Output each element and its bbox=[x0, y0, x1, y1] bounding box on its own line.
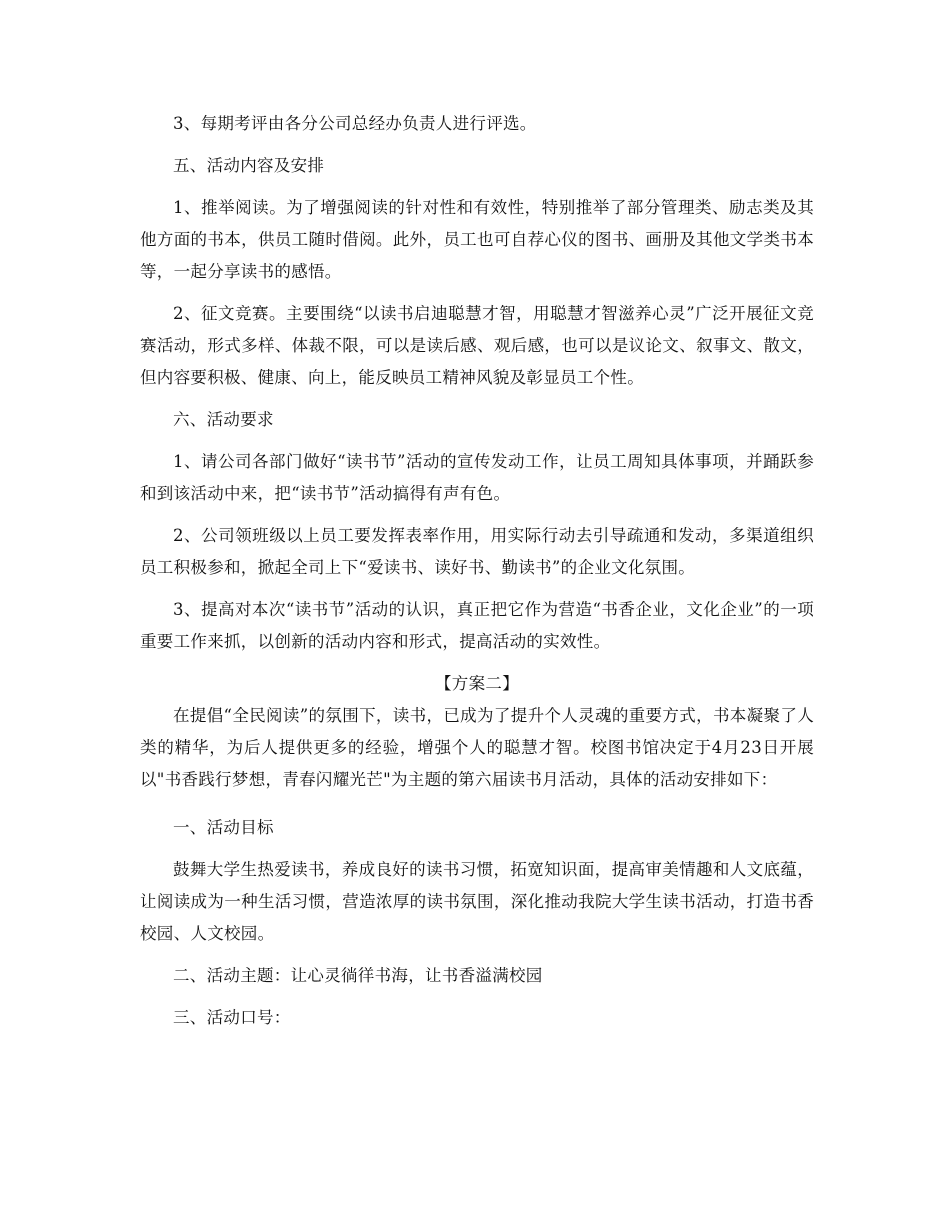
paragraph-item-3-evaluation: 3、每期考评由各分公司总经办负责人进行评选。 bbox=[173, 114, 537, 133]
document-body bbox=[140, 108, 814, 1044]
section-heading-activity-requirements: 六、活动要求 bbox=[173, 410, 274, 429]
section-heading-activity-slogan: 三、活动口号： bbox=[173, 1008, 291, 1027]
section-heading-activity-theme: 二、活动主题：让心灵徜徉书海，让书香溢满校园 bbox=[173, 966, 543, 985]
section-heading-activity-goal: 一、活动目标 bbox=[173, 818, 274, 837]
paragraph-requirement-3: 3、提高对本次“读书节”活动的认识，真正把它作为营造“书香企业，文化企业”的一项重要工作来抓，以创新的活动内容和形式，提高活动的实效性。 bbox=[140, 600, 814, 651]
paragraph-activity-goal: 鼓舞大学生热爱读书，养成良好的读书习惯，拓宽知识面，提高审美情趣和人文底蕴，让阅读成为一种生活习惯，营造浓厚的读书氛围，深化推动我院大学生读书活动，打造书香校园、人文校园。 bbox=[140, 860, 814, 943]
paragraph-requirement-1: 1、请公司各部门做好“读书节”活动的宣传发动工作，让员工周知具体事项，并踊跃参和到该活动中来，把“读书节”活动搞得有声有色。 bbox=[140, 452, 814, 503]
paragraph-plan-two-intro: 在提倡“全民阅读”的氛围下，读书，已成为了提升个人灵魂的重要方式，书本凝聚了人类的精华，为后人提供更多的经验，增强个人的聪慧才智。校图书馆决定于4月23日开展以"书香践行梦想，青春闪耀光芒"为主题的第六届读书月活动，具体的活动安排如下： bbox=[140, 706, 814, 789]
plan-two-heading: 【方案二】 bbox=[435, 674, 519, 693]
paragraph-requirement-2: 2、公司领班级以上员工要发挥表率作用，用实际行动去引导疏通和发动，多渠道组织员工积极参和，掀起全司上下“爱读书、读好书、勤读书”的企业文化氛围。 bbox=[140, 526, 814, 577]
section-heading-activity-content: 五、活动内容及安排 bbox=[173, 156, 325, 175]
paragraph-recommended-reading: 1、推举阅读。为了增强阅读的针对性和有效性，特别推举了部分管理类、励志类及其他方面的书本，供员工随时借阅。此外，员工也可自荐心仪的图书、画册及其他文学类书本等，一起分享读书的感悟。 bbox=[140, 198, 814, 281]
paragraph-essay-competition: 2、征文竞赛。主要围绕“以读书启迪聪慧才智，用聪慧才智滋养心灵”广泛开展征文竞赛活动，形式多样、体裁不限，可以是读后感、观后感，也可以是议论文、叙事文、散文，但内容要积极、健康、向上，能反映员工精神风貌及彰显员工个性。 bbox=[140, 304, 814, 387]
